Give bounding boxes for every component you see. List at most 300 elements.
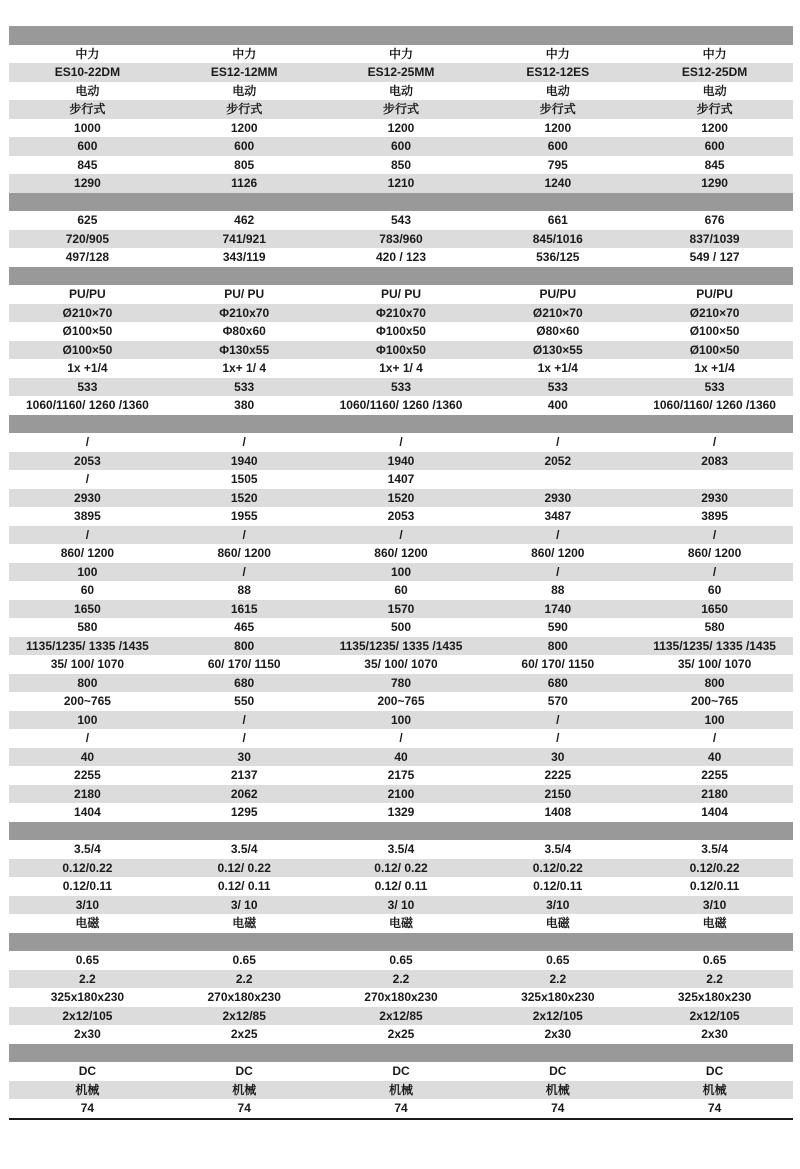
table-cell: 1200 <box>230 120 258 135</box>
table-cell: 2x12/85 <box>222 1008 266 1023</box>
table-cell: 661 <box>547 213 568 227</box>
table-cell: 3/ 10 <box>387 897 415 912</box>
section-separator-band <box>9 193 793 212</box>
table-row <box>9 174 793 193</box>
table-cell: 676 <box>704 213 725 227</box>
table-cell: Ø100×50 <box>62 342 113 357</box>
table-cell: 30 <box>551 749 565 764</box>
table-row <box>9 655 793 674</box>
table-cell: 2225 <box>544 768 572 782</box>
table-cell: 1650 <box>701 601 728 616</box>
table-cell: 1200 <box>544 120 572 135</box>
table-cell: 1126 <box>231 176 258 190</box>
table-cell: 1240 <box>544 176 572 190</box>
table-cell: 2x12/85 <box>379 1008 423 1023</box>
table-cell: 2062 <box>230 786 258 801</box>
table-cell: 570 <box>547 694 568 708</box>
table-cell: 1570 <box>387 601 415 616</box>
table-cell: DC <box>392 1064 410 1078</box>
table-cell: 741/921 <box>222 231 266 246</box>
table-cell: 0.12/ 0.22 <box>374 860 428 875</box>
table-cell: 1135/1235/ 1335 /1435 <box>653 638 776 653</box>
bottom-rule <box>9 1118 793 1120</box>
table-row <box>9 674 793 693</box>
table-row <box>9 581 793 600</box>
table-cell: 533 <box>390 379 411 394</box>
table-cell: 380 <box>234 398 255 412</box>
table-row <box>9 692 793 711</box>
table-cell: 549 / 127 <box>689 250 740 264</box>
table-row <box>9 951 793 970</box>
table-cell: 2930 <box>544 490 572 505</box>
section-separator-band <box>9 267 793 286</box>
spec-table <box>9 26 793 1120</box>
table-cell: 74 <box>80 1101 95 1115</box>
table-cell: 60 <box>80 583 95 597</box>
table-cell: 0.65 <box>75 953 100 967</box>
table-cell: 200~765 <box>691 694 739 708</box>
table-cell: 200~765 <box>63 694 111 708</box>
table-cell: 533 <box>234 379 255 394</box>
table-cell: Φ210x70 <box>219 305 270 320</box>
table-row <box>9 507 793 526</box>
table-cell: 625 <box>77 213 98 227</box>
table-cell: / <box>242 564 246 579</box>
table-cell: 2.2 <box>549 971 567 986</box>
table-cell: 600 <box>390 139 411 153</box>
table-cell: / <box>242 527 246 542</box>
table-cell: 中力 <box>232 46 257 61</box>
table-cell: 462 <box>234 213 255 227</box>
table-row <box>9 378 793 397</box>
table-cell: 步行式 <box>696 102 733 116</box>
table-cell: 电动 <box>545 83 570 98</box>
table-cell: 3.5/4 <box>230 842 258 856</box>
table-cell: PU/PU <box>539 287 577 301</box>
table-cell: 200~765 <box>377 694 425 708</box>
table-cell: 2.2 <box>235 971 253 986</box>
table-row <box>9 896 793 915</box>
table-cell: 0.12/0.22 <box>689 860 740 875</box>
table-cell: 2255 <box>701 768 728 782</box>
table-cell: 837/1039 <box>689 231 740 246</box>
table-cell: 3.5/4 <box>701 842 728 856</box>
table-cell: 88 <box>551 583 565 597</box>
table-cell: 3/10 <box>75 897 100 912</box>
table-cell: 860/ 1200 <box>60 546 115 560</box>
table-cell: 1329 <box>387 805 415 819</box>
table-cell: 1408 <box>544 805 572 819</box>
table-row <box>9 729 793 748</box>
table-cell: 0.12/ 0.22 <box>217 860 271 875</box>
table-row <box>9 840 793 859</box>
table-row <box>9 341 793 360</box>
table-row <box>9 1025 793 1044</box>
table-cell: 400 <box>547 398 568 412</box>
table-cell: DC <box>705 1064 724 1078</box>
table-cell: / <box>85 435 90 449</box>
table-cell: 60 <box>707 583 722 597</box>
table-cell: 0.65 <box>232 953 256 967</box>
table-cell: 机械 <box>545 1082 570 1097</box>
table-cell: 845 <box>77 157 98 172</box>
table-cell: 100 <box>77 712 98 727</box>
table-cell: 325x180x230 <box>677 990 752 1004</box>
table-cell: 2053 <box>74 453 101 468</box>
table-cell: 步行式 <box>69 102 106 116</box>
table-row <box>9 1062 793 1081</box>
table-cell: Ø210×70 <box>62 305 113 320</box>
table-cell: 2.2 <box>79 971 96 986</box>
table-row <box>9 526 793 545</box>
table-cell: 0.12/0.11 <box>62 879 113 893</box>
table-cell: 1955 <box>230 509 258 523</box>
table-cell: 0.65 <box>702 953 727 967</box>
table-cell: Ø100×50 <box>62 324 113 338</box>
table-row <box>9 452 793 471</box>
table-row <box>9 82 793 101</box>
table-cell: 325x180x230 <box>521 990 595 1004</box>
table-cell: / <box>556 731 560 745</box>
table-cell: 1060/1160/ 1260 /1360 <box>653 398 776 412</box>
table-cell: 40 <box>80 749 95 764</box>
table-cell: 800 <box>234 638 255 653</box>
table-cell <box>479 470 636 489</box>
table-cell: 1060/1160/ 1260 /1360 <box>26 398 149 412</box>
table-cell: 100 <box>390 712 411 727</box>
table-cell: 580 <box>77 620 98 634</box>
table-cell: 0.65 <box>546 953 570 967</box>
table-cell: 60 <box>394 583 408 597</box>
table-cell: 中力 <box>388 46 413 61</box>
table-cell: 1520 <box>387 490 415 505</box>
table-cell: / <box>556 435 560 449</box>
table-cell: Ø130×55 <box>532 342 583 357</box>
table-cell: 0.12/0.11 <box>533 879 583 893</box>
table-row <box>9 45 793 64</box>
table-cell: 电磁 <box>232 916 257 930</box>
table-cell: 74 <box>551 1101 565 1115</box>
table-cell: 3.5/4 <box>544 842 572 856</box>
table-cell: 600 <box>234 139 255 153</box>
table-row <box>9 489 793 508</box>
table-cell: 325x180x230 <box>50 990 125 1004</box>
table-cell: ES12-12ES <box>526 65 590 79</box>
section-separator-band <box>9 1044 793 1063</box>
table-cell: 3/10 <box>702 897 727 912</box>
table-row <box>9 285 793 304</box>
table-cell: 74 <box>237 1101 251 1115</box>
table-cell: 497/128 <box>65 250 110 264</box>
table-cell: 2053 <box>387 509 415 523</box>
table-cell: 2x12/105 <box>532 1008 583 1023</box>
table-row <box>9 1081 793 1100</box>
table-cell: / <box>712 564 717 579</box>
section-separator-band <box>9 26 793 45</box>
table-cell: Ø80×60 <box>536 324 580 338</box>
table-cell: 电动 <box>702 83 727 98</box>
table-cell: 1x +1/4 <box>537 361 578 375</box>
table-row <box>9 119 793 138</box>
table-cell: 860/ 1200 <box>217 546 271 560</box>
table-cell: 2180 <box>74 786 101 801</box>
table-cell: 3895 <box>74 509 101 523</box>
table-cell: 536/125 <box>536 250 580 264</box>
table-cell: 机械 <box>232 1082 257 1097</box>
table-cell: ES12-25DM <box>681 65 748 79</box>
table-cell: 1505 <box>230 472 258 486</box>
table-cell: Φ80x60 <box>222 324 266 338</box>
table-cell: 0.65 <box>389 953 413 967</box>
section-separator-band <box>9 415 793 434</box>
table-cell: 35/ 100/ 1070 <box>677 657 752 671</box>
table-cell: Φ100x50 <box>376 342 426 357</box>
table-cell: 2x30 <box>701 1027 728 1041</box>
table-row <box>9 137 793 156</box>
table-cell: 3.5/4 <box>387 842 415 856</box>
table-row <box>9 359 793 378</box>
table-row <box>9 970 793 989</box>
table-row <box>9 1007 793 1026</box>
table-cell: Φ130x55 <box>219 342 270 357</box>
table-cell: 2x25 <box>387 1027 415 1041</box>
table-cell: 步行式 <box>226 102 263 116</box>
table-row <box>9 396 793 415</box>
table-cell: 0.12/0.22 <box>62 860 113 875</box>
table-cell: 电动 <box>232 83 257 98</box>
table-row <box>9 322 793 341</box>
table-cell: Ø100×50 <box>689 324 740 338</box>
table-cell: 2255 <box>74 768 101 782</box>
table-cell: 步行式 <box>382 102 419 116</box>
table-cell: / <box>556 564 560 579</box>
table-row <box>9 544 793 563</box>
table-cell: 2.2 <box>392 971 410 986</box>
table-cell: 0.12/ 0.11 <box>217 879 271 893</box>
table-cell: 步行式 <box>539 102 576 116</box>
table-cell: / <box>85 527 90 542</box>
table-cell: 2180 <box>701 786 728 801</box>
table-cell: 1x +1/4 <box>694 361 735 375</box>
table-cell: 电磁 <box>702 916 727 930</box>
table-row <box>9 877 793 896</box>
table-row <box>9 211 793 230</box>
table-cell: 1200 <box>701 120 728 135</box>
table-cell: 0.12/0.11 <box>689 879 740 893</box>
table-cell: 550 <box>234 694 255 708</box>
table-cell: 1290 <box>74 176 101 190</box>
table-cell: 543 <box>390 213 411 227</box>
table-cell: 74 <box>707 1101 722 1115</box>
table-row <box>9 563 793 582</box>
table-row <box>9 859 793 878</box>
table-cell: / <box>242 731 246 745</box>
table-cell: 机械 <box>702 1082 727 1097</box>
table-cell: 电动 <box>388 83 413 98</box>
table-cell: 1407 <box>387 472 415 486</box>
table-cell: / <box>712 435 717 449</box>
table-cell: 1404 <box>74 805 101 819</box>
table-cell: ES12-25MM <box>367 65 435 79</box>
table-cell: / <box>85 731 90 745</box>
table-cell: 2x25 <box>230 1027 258 1041</box>
table-cell: 100 <box>704 712 725 727</box>
table-cell: 845 <box>704 157 725 172</box>
table-row <box>9 1099 793 1118</box>
table-row <box>9 63 793 82</box>
table-cell: 800 <box>77 675 98 690</box>
table-cell: / <box>712 527 717 542</box>
table-cell: 2x12/105 <box>689 1008 740 1023</box>
table-cell: 270x180x230 <box>364 990 438 1004</box>
table-cell: 1650 <box>74 601 101 616</box>
table-cell: 1000 <box>74 120 101 135</box>
table-row <box>9 248 793 267</box>
table-cell: 3487 <box>544 509 572 523</box>
table-cell: Φ210x70 <box>376 305 426 320</box>
table-cell: / <box>399 527 403 542</box>
table-cell: 590 <box>547 620 568 634</box>
table-cell: 845/1016 <box>532 231 583 246</box>
table-cell: 720/905 <box>65 231 110 246</box>
table-cell: 60/ 170/ 1150 <box>207 657 281 671</box>
table-cell: 0.12/0.22 <box>532 860 583 875</box>
table-cell: Ø210×70 <box>689 305 740 320</box>
table-cell: 3/ 10 <box>230 897 258 912</box>
table-cell: 电动 <box>75 83 100 98</box>
table-cell: 533 <box>77 379 98 394</box>
table-cell: 2x30 <box>74 1027 101 1041</box>
table-cell: 2150 <box>544 786 572 801</box>
table-row <box>9 748 793 767</box>
table-cell: 600 <box>77 139 98 153</box>
table-cell: 88 <box>237 583 251 597</box>
table-cell: 533 <box>704 379 725 394</box>
table-cell: PU/ PU <box>380 287 421 301</box>
table-cell: 2052 <box>544 453 572 468</box>
table-cell: 2.2 <box>706 971 723 986</box>
table-row <box>9 600 793 619</box>
table-cell: 2100 <box>387 786 415 801</box>
table-cell: 500 <box>390 620 411 634</box>
table-cell: 电磁 <box>388 916 413 930</box>
table-cell: Ø100×50 <box>689 342 740 357</box>
table-cell: 35/ 100/ 1070 <box>50 657 125 671</box>
table-cell: 805 <box>234 157 255 172</box>
table-cell: 100 <box>77 564 98 579</box>
table-cell: 电磁 <box>545 916 570 930</box>
table-cell: DC <box>549 1064 567 1078</box>
table-cell: 420 / 123 <box>375 250 427 264</box>
table-cell: 3.5/4 <box>74 842 101 856</box>
table-row <box>9 470 793 489</box>
table-row <box>9 156 793 175</box>
table-row <box>9 766 793 785</box>
table-cell: 343/119 <box>222 250 266 264</box>
table-cell: 机械 <box>388 1082 413 1097</box>
table-cell: / <box>556 527 560 542</box>
table-cell: 1404 <box>701 805 728 819</box>
table-cell: 680 <box>234 675 255 690</box>
table-cell: 40 <box>394 749 408 764</box>
table-cell: DC <box>235 1064 253 1078</box>
table-row <box>9 230 793 249</box>
table-cell: PU/PU <box>696 287 733 301</box>
table-cell: Φ100x50 <box>376 324 426 338</box>
table-cell: 780 <box>390 675 411 690</box>
section-separator-band <box>9 822 793 841</box>
table-cell: / <box>85 472 90 486</box>
table-cell: 1740 <box>544 601 572 616</box>
table-cell: 580 <box>704 620 725 634</box>
table-cell: 中力 <box>545 46 570 61</box>
table-cell: PU/PU <box>69 287 106 301</box>
table-cell: 40 <box>707 749 722 764</box>
table-cell: / <box>399 731 403 745</box>
table-cell: 1135/1235/ 1335 /1435 <box>26 638 149 653</box>
table-cell: 783/960 <box>379 231 423 246</box>
table-cell: 1940 <box>387 453 415 468</box>
table-cell: 1135/1235/ 1335 /1435 <box>339 638 463 653</box>
table-row <box>9 803 793 822</box>
table-cell: 60/ 170/ 1150 <box>521 657 595 671</box>
table-cell: 600 <box>704 139 725 153</box>
table-cell: 2x30 <box>544 1027 572 1041</box>
table-cell: Ø210×70 <box>532 305 583 320</box>
table-cell: 中力 <box>75 46 100 61</box>
table-cell: / <box>242 435 246 449</box>
table-cell: PU/ PU <box>224 287 265 301</box>
table-cell: 机械 <box>75 1082 100 1097</box>
table-cell: 1x+ 1/ 4 <box>379 361 423 375</box>
table-row <box>9 785 793 804</box>
section-separator-band <box>9 933 793 952</box>
table-cell: ES10-22DM <box>54 65 121 79</box>
table-cell: 1295 <box>230 805 258 819</box>
table-row <box>9 914 793 933</box>
table-cell: 电磁 <box>75 916 100 930</box>
table-cell: / <box>556 712 560 727</box>
table-row <box>9 433 793 452</box>
table-cell: 1x+ 1/ 4 <box>222 361 267 375</box>
table-cell: / <box>399 435 403 449</box>
table-cell: 100 <box>390 564 411 579</box>
table-cell: 30 <box>237 749 251 764</box>
table-cell: 800 <box>547 638 568 653</box>
table-cell: 860/ 1200 <box>374 546 428 560</box>
table-cell: 465 <box>234 620 255 634</box>
table-cell: 2137 <box>230 768 258 782</box>
table-row <box>9 100 793 119</box>
table-cell: 1290 <box>701 176 728 190</box>
table-cell: 1x +1/4 <box>67 361 108 375</box>
table-cell: 1060/1160/ 1260 /1360 <box>339 398 463 412</box>
table-cell: 3/10 <box>546 897 570 912</box>
table-cell: DC <box>78 1064 97 1078</box>
table-cell: 600 <box>547 139 568 153</box>
table-cell: 2083 <box>701 453 728 468</box>
table-cell: / <box>712 731 717 745</box>
table-cell: 0.12/ 0.11 <box>374 879 428 893</box>
table-cell: 1200 <box>387 120 415 135</box>
table-cell: 3895 <box>701 509 728 523</box>
table-cell: 850 <box>390 157 411 172</box>
table-cell: 74 <box>394 1101 408 1115</box>
table-cell: 2930 <box>74 490 101 505</box>
table-cell: 2930 <box>701 490 728 505</box>
table-cell: / <box>242 712 246 727</box>
table-row <box>9 304 793 323</box>
